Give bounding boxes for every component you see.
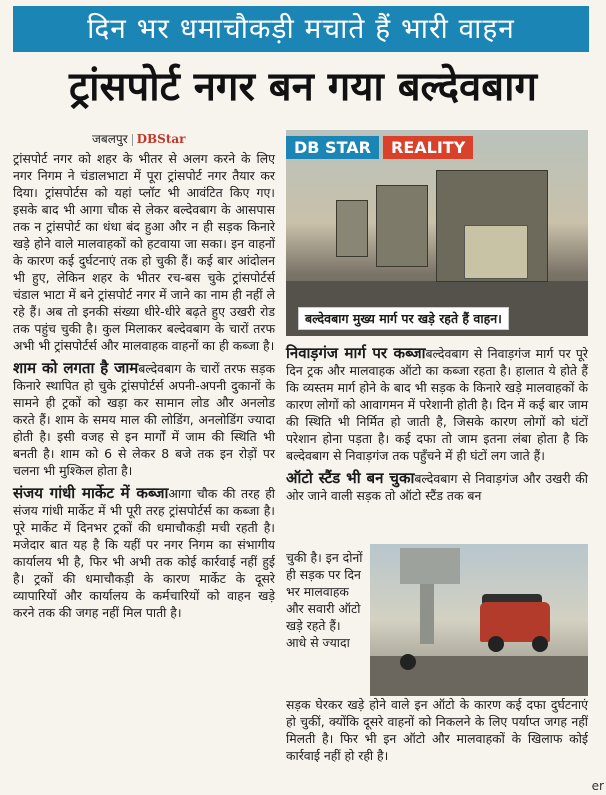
headline: ट्रांसपोर्ट नगर बन गया बल्देवबाग [69,64,537,110]
dateline-city: जबलपुर [92,132,128,146]
corner-text: er [591,779,604,793]
photo-truck-cab [464,225,528,279]
section-jam [13,360,275,479]
db-star-tag: DB STAR [286,136,379,159]
reality-tag: REALITY [383,136,473,159]
photo-trucks [286,130,588,336]
dateline [92,130,185,147]
right-column [286,345,588,504]
section-jam-heading: शाम को लगता है जाम [13,359,139,377]
section-auto-stand [286,470,588,504]
section-market [13,485,275,621]
photo2-wheel [532,636,548,652]
photo2-wheel [488,636,504,652]
section-market-heading: संजय गांधी मार्केट में कब्जा [13,484,169,502]
kicker-banner: दिन भर धमाचौकड़ी मचाते हैं भारी वाहन [13,6,589,52]
section-nivadganj [286,345,588,464]
section-nivadganj-body: बल्देवबाग से निवाड़गंज मार्ग पर पूरे दिन ट्रक और मालवाहक ऑटो का कब्जा रहता है। हालात ये होते हैं कि व्यस्तम मार्ग होने के बाद भी सड़क के किनारे खड़े मालवाहकों के कारण लोगों को आवागमन में परेशानी होती है। दिन में कई बार जाम की स्थिति भी निर्मित हो जाती है, जिसके कारण लोगों को घंटों परेशान होना पड़ता है। कई दफा तो जाम इतना लंबा होता है कि बल्देवबाग से निवाड़गंज तक पहुँचने में ही घंटों लग जाते हैं। [286,346,588,463]
dateline-divider [132,134,133,146]
photo2-wheel [400,654,416,670]
dateline-brand: DBStar [136,132,186,146]
photo-autos [370,544,588,696]
left-column [13,150,275,627]
auto-stand-wrap-text: चुकी है। इन दोनों ही सड़क पर दिन भर मालवाहक और सवारी ऑटो खड़े रहते हैं। आधे से ज्यादा [286,550,363,650]
section-jam-body: बल्देवबाग के चारों तरफ सड़क किनारे स्थापित हो चुके ट्रांसपोर्टर्स अपनी-अपनी दुकानों के सामने ही ट्रकों को खड़ा कर सामान लोड और अनलोड करते हैं। शाम के समय माल की लोडिंग, अनलोडिंग ज्यादा होती है। इसी वजह से इन मार्गों में जाम की स्थिति भी बनती है। शाम को 6 से लेकर 8 बजे तक इन रोड़ों पर चलना भी मुश्किल होता है। [13,361,275,478]
intro-paragraph: ट्रांसपोर्ट नगर को शहर के भीतर से अलग करने के लिए नगर निगम ने चंडालभाटा में पूरा ट्रांसपोर्ट नगर तैयार कर दिया। ट्रांसपोर्टस को यहां प्लॉट भी आवंटित किए गए। इसके बाद भी आगा चौक से लेकर बल्देवबाग के आसपास तक न ट्रांसपोर्ट का धंधा बंद हुआ और न ही सड़क किनारे खड़े होने वाले मालवाहकों को हटवाया जा सका। इन वाहनों के कारण कई दुर्घटनाएं तक हो चुकी हैं। कई बार आंदोलन भी हुए, लेकिन शहर के भीतर रच-बस चुके ट्रांसपोर्टर्स चंडाल भाटा में बने ट्रांसपोर्ट नगर में जाने का नाम ही नहीं ले रहे हैं। अब तो इनकी संख्या धीरे-धीरे बढ़ते हुए उखरी रोड तक पहुंच चुकी है। कुल मिलाकर बल्देवबाग के चारों तरफ अभी भी ट्रांसपोर्टर्स और मालवाहक वाहनों का ही कब्जा है। [13,151,275,353]
section-auto-stand-heading: ऑटो स्टैंड भी बन चुका [286,469,415,487]
section-market-body: आगा चौक की तरह ही संजय गांधी मार्केट में भी पूरी तरह ट्रांसपोर्टर्स का कब्जा है। पूरे मार्केट में दिनभर ट्रकों की धमाचौकड़ी मची रहती है। मजेदार बात यह है कि यहीं पर नगर निगम का संभागीय कार्यालय भी है, फिर भी अभी तक कोई कार्रवाई नहीं हुई है। ट्रकों की धमाचौकड़ी के कारण मार्केट के दूसरे व्यापारियों और कार्यालय के कर्मचारियों को वाहन खड़े करने तक की जगह नहीं मिल पाती है। [13,486,276,620]
photo-caption: बल्देवबाग मुख्य मार्ग पर खड़े रहते हैं वाहन। [298,307,509,330]
photo-truck [376,185,428,267]
photo-truck [336,200,368,257]
section-nivadganj-heading: निवाड़गंज मार्ग पर कब्जा [286,344,426,362]
section-auto-stand-body: बल्देवबाग से निवाड़गंज और उखरी की ओर जाने वाली सड़क तो ऑटो स्टैंड तक बन [286,471,588,503]
photo2-pillar [420,584,434,644]
auto-stand-bottom-text: सड़क घेरकर खड़े होने वाले इन ऑटो के कारण कई दफा दुर्घटनाएं हो चुकीं, क्योंकि दूसरे वाहनों को निकलने के लिए पर्याप्त जगह नहीं मिलती है। फिर भी इन ऑटो और मालवाहकों के खिलाफ कोई कार्रवाई नहीं हो रही है। [286,697,588,763]
photo2-flyover [400,548,460,584]
